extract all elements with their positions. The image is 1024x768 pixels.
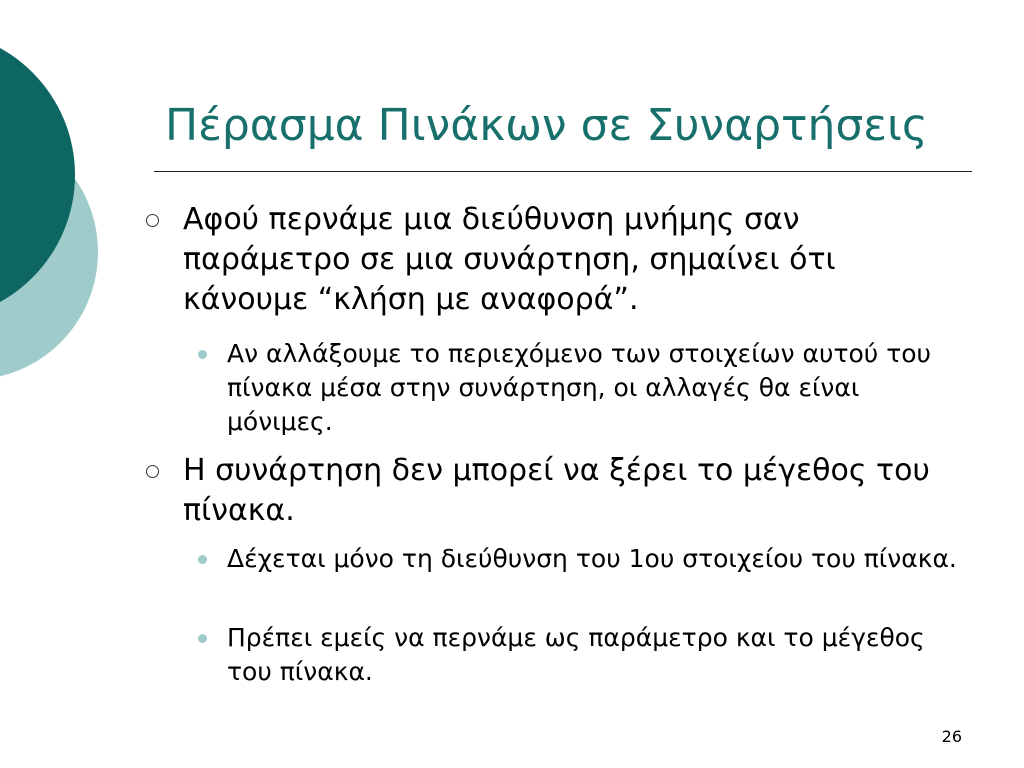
- sub-bullet-item: [227, 337, 967, 439]
- bullet-item: [183, 200, 963, 320]
- sub-bullet-text: Αν αλλάξουμε το περιεχόμενο των στοιχείων αυτού του πίνακα μέσα στην συνάρτηση, οι αλλαγές θα είναι μόνιμες.: [227, 339, 932, 436]
- sub-bullet-item: [227, 621, 967, 689]
- sub-bullet-text: Πρέπει εμείς να περνάμε ως παράμετρο και το μέγεθος του πίνακα.: [227, 623, 925, 686]
- slide-title: Πέρασμα Πινάκων σε Συναρτήσεις: [165, 100, 928, 151]
- filled-circle-bullet-icon: [198, 555, 207, 564]
- filled-circle-bullet-icon: [198, 634, 207, 643]
- bullet-text: Η συνάρτηση δεν μπορεί να ξέρει το μέγεθος του πίνακα.: [183, 453, 930, 528]
- hollow-circle-bullet-icon: [146, 465, 159, 478]
- title-divider: [154, 171, 972, 172]
- bullet-text: Αφού περνάμε μια διεύθυνση μνήμης σαν παράμετρο σε μια συνάρτηση, σημαίνει ότι κάνουμε “κλήση με αναφορά”.: [183, 202, 836, 317]
- sub-bullet-text: Δέχεται μόνο τη διεύθυνση του 1ου στοιχείου του πίνακα.: [227, 544, 957, 573]
- hollow-circle-bullet-icon: [146, 214, 159, 227]
- bullet-item: [183, 451, 963, 531]
- decorative-circles: [0, 0, 120, 420]
- filled-circle-bullet-icon: [198, 350, 207, 359]
- page-number: 26: [941, 727, 962, 746]
- sub-bullet-item: [227, 542, 967, 576]
